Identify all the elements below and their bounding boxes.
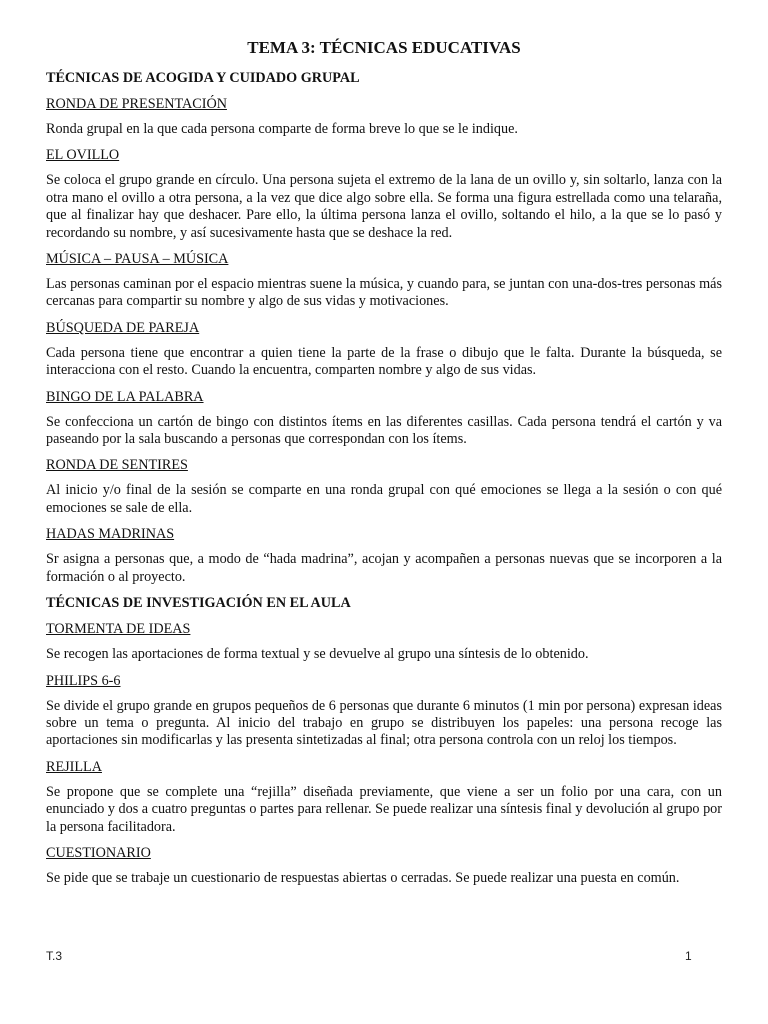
section-heading: TÉCNICAS DE ACOGIDA Y CUIDADO GRUPAL bbox=[46, 70, 360, 86]
technique-title: HADAS MADRINAS bbox=[46, 526, 175, 543]
section-acogida bbox=[46, 69, 722, 586]
technique-description: Se confecciona un cartón de bingo con distintos ítems en las diferentes casillas. Cada persona tendrá el cartón y va paseando por la sala buscando a personas que correspondan con los ítems. bbox=[46, 413, 722, 448]
document-title: TEMA 3: TÉCNICAS EDUCATIVAS bbox=[247, 38, 521, 57]
technique-description: Se pide que se trabaje un cuestionario de respuestas abiertas o cerradas. Se puede realizar una puesta en común. bbox=[46, 869, 680, 886]
technique-title: RONDA DE PRESENTACIÓN bbox=[46, 96, 227, 112]
technique-title: MÚSICA – PAUSA – MÚSICA bbox=[46, 251, 229, 268]
technique-title: CUESTIONARIO bbox=[46, 844, 151, 861]
technique-description: Al inicio y/o final de la sesión se comparte en una ronda grupal con qué emociones se llega a la sesión o con qué emociones se sale de ella. bbox=[46, 482, 722, 516]
technique-description: Las personas caminan por el espacio mientras suene la música, y cuando para, se juntan con una-dos-tres personas más cercanas para compartir su nombre y algo de sus vidas y motivaciones. bbox=[46, 276, 722, 310]
footer-chapter-label: T.3 bbox=[46, 949, 63, 963]
footer-page-number: 1 bbox=[685, 949, 692, 963]
document-page bbox=[46, 38, 722, 895]
technique-description: Se divide el grupo grande en grupos pequeños de 6 personas que durante 6 minutos (1 min por persona) expresan ideas sobre un tema o pregunta. Al inicio del trabajo en grupo se distribuyen los papeles: una persona recoge las aportaciones sin modificarlas y las presenta sintetizadas al final; otra persona controla con un reloj los tiempos. bbox=[46, 697, 722, 749]
technique-description: Ronda grupal en la que cada persona comparte de forma breve lo que se le indique. bbox=[46, 121, 518, 137]
technique-description: Se coloca el grupo grande en círculo. Una persona sujeta el extremo de la lana de un ovillo y, sin soltarlo, lanza con la otra mano el ovillo a otra persona, a la vez que dice algo sobre ella. Se forma una figura estrellada como una telaraña, que al finalizar hay que deshacer. Pare ello, la última persona lanza el ovillo, soltando el hilo, a la que se lo pasó y recordando su nombre, y así sucesivamente hasta que se deshace la red. bbox=[46, 172, 722, 241]
technique-description: Cada persona tiene que encontrar a quien tiene la parte de la frase o dibujo que le falta. Durante la búsqueda, se interacciona con el resto. Cuando la encuentra, comparten nombre y algo de sus vidas. bbox=[46, 344, 722, 379]
technique-title: BINGO DE LA PALABRA bbox=[46, 388, 204, 405]
technique-title: TORMENTA DE IDEAS bbox=[46, 621, 191, 638]
technique-title: EL OVILLO bbox=[46, 147, 120, 164]
section-investigacion bbox=[46, 594, 722, 887]
technique-description: Se recogen las aportaciones de forma textual y se devuelve al grupo una síntesis de lo obtenido. bbox=[46, 646, 589, 663]
technique-title: BÚSQUEDA DE PAREJA bbox=[46, 319, 200, 336]
technique-title: PHILIPS 6-6 bbox=[46, 672, 121, 689]
technique-description: Se propone que se complete una “rejilla” diseñada previamente, que viene a ser un folio por una cara, con un enunciado y dos a cuatro preguntas o partes para rellenar. Se puede realizar una síntesis final y devolución al grupo por la persona facilitadora. bbox=[46, 783, 722, 835]
technique-description: Sr asigna a personas que, a modo de “hada madrina”, acojan y acompañen a personas nuevas que se incorporen a la formación o al proyecto. bbox=[46, 551, 722, 585]
technique-title: REJILLA bbox=[46, 758, 102, 775]
technique-title: RONDA DE SENTIRES bbox=[46, 457, 188, 474]
section-heading: TÉCNICAS DE INVESTIGACIÓN EN EL AULA bbox=[46, 595, 351, 612]
